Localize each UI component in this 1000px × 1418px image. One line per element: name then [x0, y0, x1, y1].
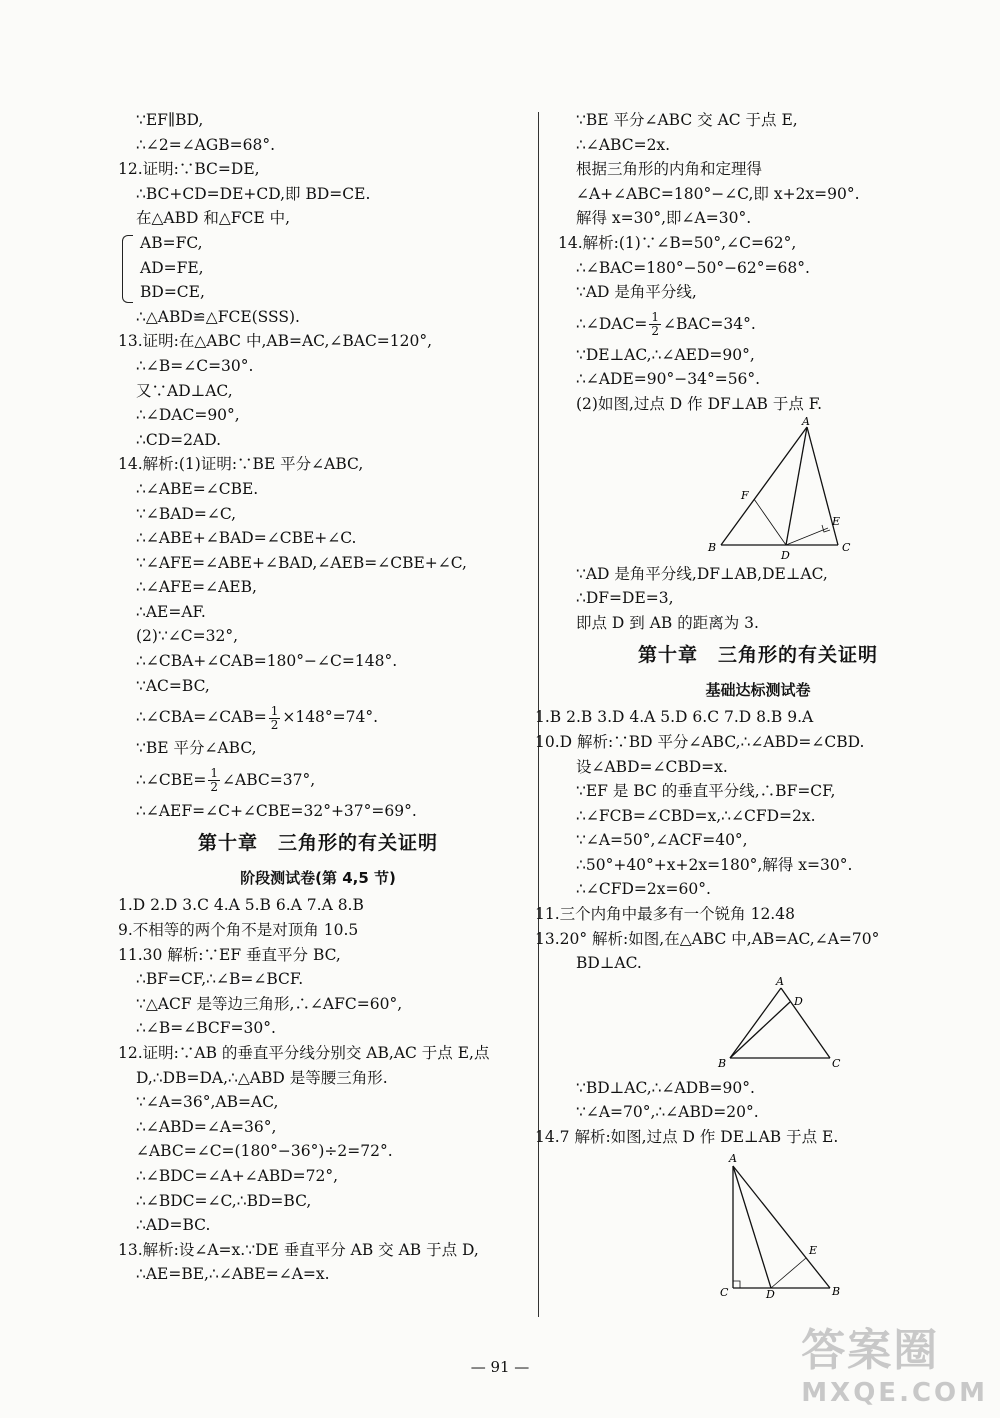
text-line: ∴AE=AF. — [136, 602, 206, 621]
text-line: ∴∠ABE+∠BAD=∠CBE+∠C. — [136, 529, 357, 548]
text-line: ∴∠ABD=∠A=36°, — [136, 1117, 277, 1136]
triangle-diagram — [558, 976, 958, 1076]
section-title: 基础达标测试卷 — [705, 681, 811, 700]
text-line: ∵∠BAD=∠C, — [136, 504, 237, 523]
text-line: ∴∠AEF=∠C+∠CBE=32°+37°=69°. — [136, 801, 417, 820]
text-line: 12.证明:∵BC=DE, — [118, 160, 260, 179]
text-line: ∴∠CFD=2x=60°. — [576, 880, 711, 899]
fraction — [208, 767, 220, 794]
text-line: ∴CD=2AD. — [136, 430, 221, 449]
watermark-logo — [801, 1314, 988, 1408]
text-line: 又∵AD⊥AC, — [136, 381, 233, 400]
text-line: 13.20° 解析:如图,在△ABC 中,AB=AC,∠A=70° — [535, 929, 880, 948]
fraction-denominator: 2 — [651, 324, 659, 339]
text-line: AD=FE, — [140, 258, 204, 277]
text-line: ∴∠BAC=180°−50°−62°=68°. — [576, 258, 810, 277]
text-line: ∴BC+CD=DE+CD,即 BD=CE. — [136, 184, 371, 203]
text-line: ∴∠AFE=∠AEB, — [136, 578, 257, 597]
point-label: D — [766, 1287, 775, 1300]
text-line: ∴∠ADE=90°−34°=56°. — [576, 370, 761, 389]
section-title: 阶段测试卷(第 4,5 节) — [240, 869, 396, 888]
text-line: 14.7 解析:如图,过点 D 作 DE⊥AB 于点 E. — [535, 1128, 839, 1147]
watermark-text: 答案圈 — [801, 1325, 940, 1376]
text-part: ∴∠CBE= — [136, 770, 207, 789]
text-line: BD⊥AC. — [576, 954, 642, 973]
text-line: ∴△ABD≌△FCE(SSS). — [136, 307, 300, 326]
text-line: ∴50°+40°+x+2x=180°,解得 x=30°. — [576, 855, 853, 874]
point-label: D — [794, 994, 803, 1008]
fraction-numerator: 1 — [210, 766, 219, 781]
point-label: B — [718, 1056, 727, 1070]
point-label: A — [776, 975, 784, 988]
equation-system — [118, 231, 518, 305]
text-part: ∠BAC=34°. — [662, 314, 756, 333]
text-line: 10.D 解析:∵BD 平分∠ABC,∴∠ABD=∠CBD. — [535, 732, 865, 751]
text-line: 14.解析:(1)证明:∵BE 平分∠ABC, — [118, 455, 364, 474]
text-line: ∵∠A=36°,AB=AC, — [136, 1093, 279, 1112]
text-line: ∴∠B=∠BCF=30°. — [136, 1019, 276, 1038]
text-line: D,∴DB=DA,∴△ABD 是等腰三角形. — [136, 1068, 388, 1087]
text-line: ∴∠ABE=∠CBE. — [136, 479, 259, 498]
text-line: ∴∠2=∠AGB=68°. — [136, 135, 276, 154]
text-line: ∵∠A=50°,∠ACF=40°, — [576, 831, 748, 850]
text-line: ∵EF∥BD, — [136, 111, 204, 129]
text-line: 12.证明:∵AB 的垂直平分线分别交 AB,AC 于点 E,点 — [118, 1044, 490, 1062]
text-part: ×148°=74°. — [282, 708, 379, 727]
chapter-title: 第十章 三角形的有关证明 — [637, 644, 878, 667]
text-line: AB=FC, — [140, 233, 203, 252]
text-line — [118, 698, 518, 736]
text-line: ∵EF 是 BC 的垂直平分线,∴BF=CF, — [576, 782, 836, 801]
point-label: A — [802, 416, 810, 428]
text-line: ∵AD 是角平分线,DF⊥AB,DE⊥AC, — [576, 564, 828, 583]
triangle-diagram — [558, 1150, 958, 1300]
triangle-diagram — [558, 417, 958, 562]
text-line: 1.B 2.B 3.D 4.A 5.D 6.C 7.D 8.B 9.A — [535, 708, 814, 727]
text-line: 即点 D 到 AB 的距离为 3. — [576, 613, 759, 632]
text-line: 9.不相等的两个角不是对顶角 10.5 — [118, 921, 359, 940]
fraction-denominator: 2 — [210, 780, 219, 795]
text-line: ∴DF=DE=3, — [576, 589, 674, 608]
text-line: 13.证明:在△ABC 中,AB=AC,∠BAC=120°, — [118, 332, 433, 351]
text-line: 14.解析:(1)∵∠B=50°,∠C=62°, — [558, 233, 797, 252]
brace-mark — [122, 235, 133, 303]
text-line: ∵∠AFE=∠ABE+∠BAD,∠AEB=∠CBE+∠C, — [136, 553, 467, 572]
text-line: ∴AE=BE,∴∠ABE=∠A=x. — [136, 1265, 330, 1284]
text-line: ∵DE⊥AC,∴∠AED=90°, — [576, 345, 755, 364]
fraction — [649, 311, 661, 338]
text-part: ∠ABC=37°, — [222, 770, 316, 789]
text-line: 解得 x=30°,即∠A=30°. — [576, 209, 752, 228]
text-line: 在△ABD 和△FCE 中, — [136, 209, 291, 228]
text-line: 11.三个内角中最多有一个锐角 12.48 — [535, 905, 795, 924]
point-label: C — [842, 540, 851, 554]
fraction-numerator: 1 — [651, 310, 659, 325]
figure-triangle-abc-3 — [558, 1150, 958, 1300]
text-line: ∵AC=BC, — [136, 676, 210, 695]
text-line: ∴BF=CF,∴∠B=∠BCF. — [136, 970, 304, 989]
text-line — [558, 305, 958, 343]
text-part: ∴∠CBA=∠CAB= — [136, 708, 267, 727]
text-line: ∵BE 平分∠ABC, — [136, 739, 257, 758]
text-line: ∴∠DAC=90°, — [136, 406, 240, 425]
text-line: 1.D 2.D 3.C 4.A 5.B 6.A 7.A 8.B — [118, 896, 364, 915]
text-line: ∠A+∠ABC=180°−∠C,即 x+2x=90°. — [576, 184, 860, 203]
text-line: ∴∠BDC=∠A+∠ABD=72°, — [136, 1166, 339, 1185]
right-column — [535, 108, 958, 1300]
text-line: ∵△ACF 是等边三角形,∴∠AFC=60°, — [136, 994, 403, 1013]
watermark-url: MXQE.COM — [801, 1378, 988, 1408]
left-column — [118, 108, 518, 1287]
text-line: (2)∵∠C=32°, — [136, 627, 239, 646]
point-label: C — [720, 1285, 729, 1299]
text-line: BD=CE, — [140, 283, 205, 302]
fraction — [269, 705, 281, 732]
fraction-denominator: 2 — [270, 717, 279, 732]
point-label: C — [832, 1056, 841, 1070]
fraction-numerator: 1 — [270, 703, 279, 718]
point-label: B — [708, 540, 717, 554]
text-line: 11.30 解析:∵EF 垂直平分 BC, — [118, 945, 341, 964]
text-line: ∵BD⊥AC,∴∠ADB=90°. — [576, 1078, 755, 1097]
page-number: — 91 — — [470, 1358, 530, 1376]
point-label: F — [741, 488, 749, 502]
point-label: E — [809, 1243, 818, 1257]
text-line: ∵BE 平分∠ABC 交 AC 于点 E, — [576, 111, 798, 129]
text-line: ∴AD=BC. — [136, 1216, 211, 1235]
text-line: ∵AD 是角平分线, — [576, 283, 697, 302]
text-line: ∴∠B=∠C=30°. — [136, 356, 254, 375]
point-label: E — [832, 514, 841, 528]
text-line: ∵∠A=70°,∴∠ABD=20°. — [576, 1103, 759, 1122]
figure-triangle-abc-1 — [558, 417, 958, 562]
text-line: 根据三角形的内角和定理得 — [576, 160, 763, 179]
figure-triangle-abc-2 — [558, 976, 958, 1076]
text-line — [118, 761, 518, 799]
text-line: ∠ABC=∠C=(180°−36°)÷2=72°. — [136, 1142, 393, 1161]
point-label: D — [781, 548, 790, 562]
text-line: 13.解析:设∠A=x.∵DE 垂直平分 AB 交 AB 于点 D, — [118, 1240, 479, 1259]
text-line: ∴∠CBA+∠CAB=180°−∠C=148°. — [136, 652, 398, 671]
point-label: A — [729, 1151, 737, 1165]
point-label: B — [832, 1284, 841, 1298]
text-line: ∴∠BDC=∠C,∴BD=BC, — [136, 1191, 312, 1210]
text-part: ∴∠DAC= — [576, 314, 648, 333]
text-line: ∴∠FCB=∠CBD=x,∴∠CFD=2x. — [576, 806, 816, 825]
chapter-title: 第十章 三角形的有关证明 — [197, 832, 438, 855]
text-line: (2)如图,过点 D 作 DF⊥AB 于点 F. — [576, 394, 823, 413]
text-line: 设∠ABD=∠CBD=x. — [576, 757, 728, 776]
text-line: ∴∠ABC=2x. — [576, 135, 671, 154]
